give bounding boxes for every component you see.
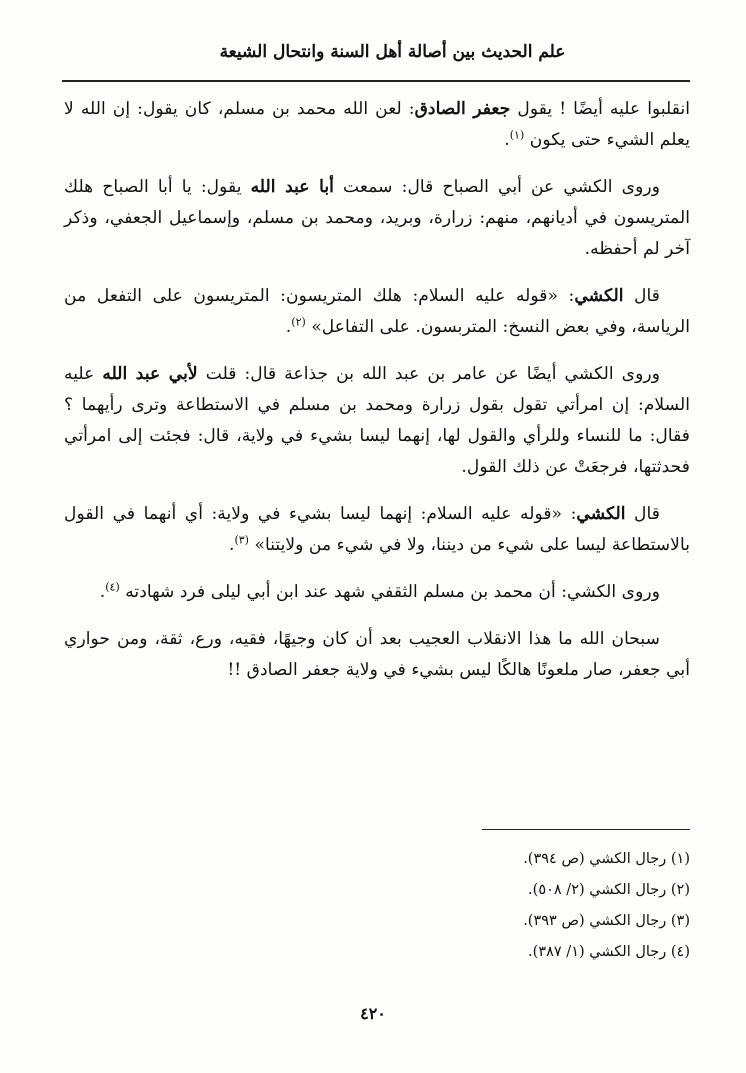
footnote: (١) رجال الكشي (ص ٣٩٤). [523,851,690,867]
text-run: : «قوله عليه السلام: إنهما ليسا بشيء في ولاية: أي أنهما في القول بالاستطاعة ليسا على شيء من ديننا، ولا في شيء من ولايتنا» [64,504,690,555]
paragraph [64,281,690,343]
text-run: : «قوله عليه السلام: هلك المتريسون: المتريسون على التفعل من الرياسة، وفي بعض النسخ: المتربسون. على التفاعل» [64,286,690,337]
paragraph [64,577,690,608]
text-run: قال [625,504,660,524]
bold-name: الكشي [574,286,624,306]
main-text [64,94,690,702]
text-run: : لعن الله محمد بن مسلم، كان يقول: إن الله لا يعلم الشيء حتى يكون [64,99,690,150]
footnote: (٢) رجال الكشي (٢/ ٥٠٨). [528,882,690,898]
text-run: . [99,582,106,602]
text-run: وروى الكشي أيضًا عن عامر بن عبد الله بن جذاعة قال: قلت [197,364,660,384]
page-number: ٤٢٠ [360,1004,386,1023]
paragraph [64,94,690,156]
bold-name: الكشي [576,504,626,524]
footnote: (٤) رجال الكشي (١/ ٣٨٧). [528,944,690,960]
text-run: قال [623,286,660,306]
footnote-ref[interactable]: (٢) [291,315,306,329]
paragraph [64,499,690,561]
text-run: . [228,535,235,555]
footnote-ref[interactable]: (٣) [234,533,249,547]
text-run: يقول: يا أبا الصباح هلك المتريسون في أديانهم، منهم: زرارة، وبريد، ومحمد بن مسلم، وإسماعيل الجعفي، وذكر آخر لم أحفظه. [64,177,690,259]
paragraph [64,172,690,265]
bold-name: لأبي عبد الله [102,364,198,384]
footnote: (٣) رجال الكشي (ص ٣٩٣). [523,913,690,929]
paragraph [64,359,690,483]
text-run: انقلبوا عليه أيضًا ! يقول [510,99,690,119]
bold-name: أبا عبد الله [250,177,334,197]
paragraph [64,624,690,686]
footnote-ref[interactable]: (٤) [105,580,120,594]
bold-name: جعفر الصادق [414,99,511,119]
header-rule [62,80,690,82]
footnote-separator [482,829,690,830]
text-run: . [504,130,510,150]
running-header: علم الحديث بين أصالة أهل السنة وانتحال الشيعة [219,42,566,62]
footnote-ref[interactable]: (١) [509,128,525,142]
text-run: وروى الكشي عن أبي الصباح قال: سمعت [333,177,660,197]
text-run: عليه السلام: إن امرأتي تقول بقول زرارة ومحمد بن مسلم في الاستطاعة وترى رأيهما ؟ فقال: ما للنساء وللرأي والقول لها، إنهما ليسا بشيء في ولاية، قال: فجئت إلى امرأتي فحدثتها، فرجعَتْ عن ذلك القول. [64,364,690,477]
text-run: . [285,317,292,337]
footnotes [300,844,690,968]
text-run: وروى الكشي: أن محمد بن مسلم الثقفي شهد عند ابن أبي ليلى فرد شهادته [125,582,660,602]
text-run: سبحان الله ما هذا الانقلاب العجيب بعد أن كان وجيهًا، فقيه، ورع، ثقة، ومن حواري أبي جعفر، صار ملعونًا هالكًا ليس بشيء في ولاية جعفر الصادق !! [64,629,690,680]
